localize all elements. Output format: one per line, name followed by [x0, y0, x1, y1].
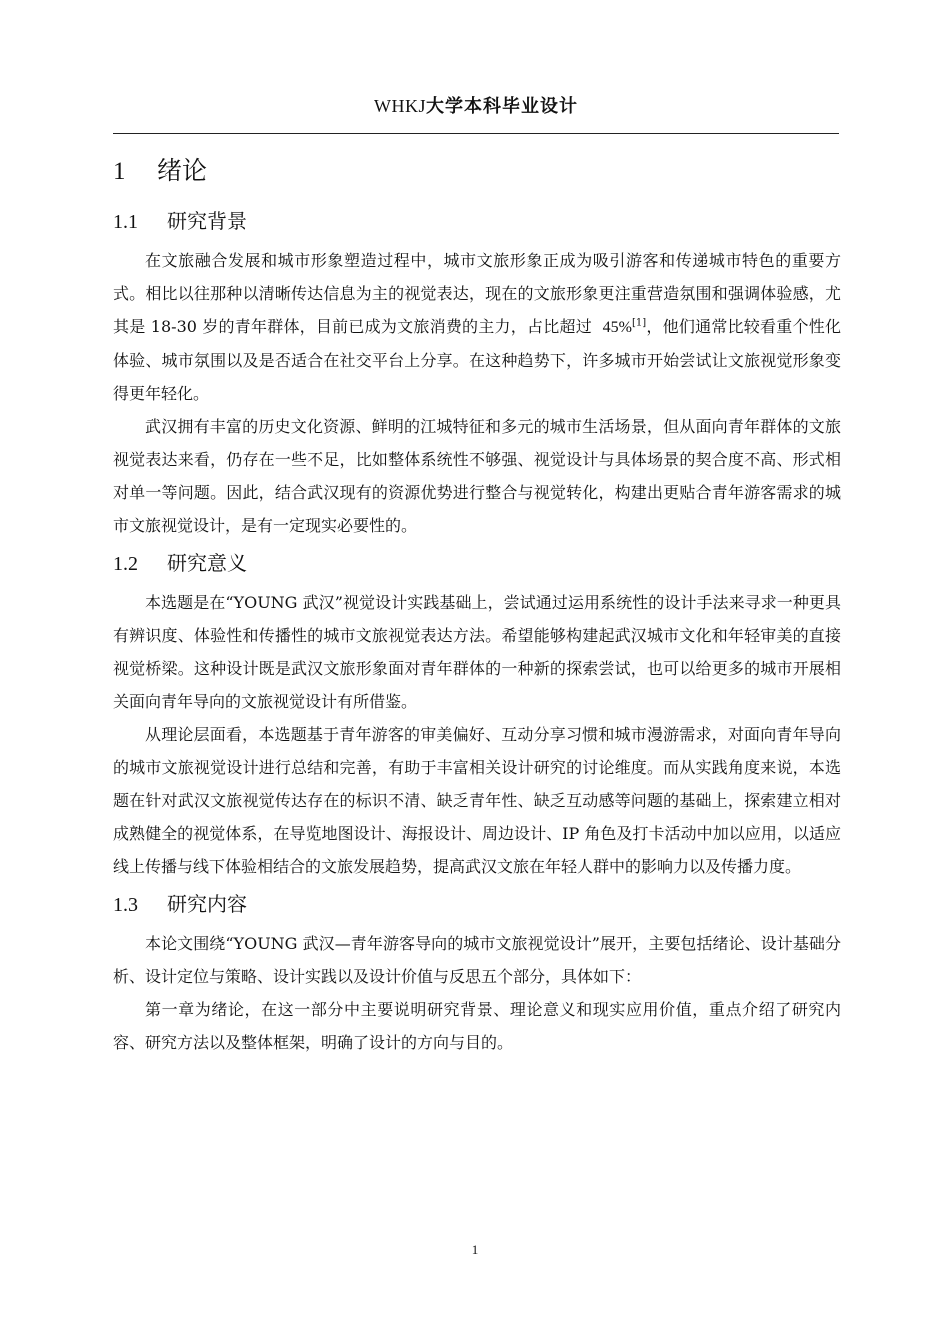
chapter-number: 1 — [113, 158, 126, 185]
paragraph — [113, 244, 841, 410]
section-number: 1.2 — [113, 553, 138, 575]
section-heading — [113, 203, 841, 240]
chapter-title: 绪论 — [157, 156, 208, 185]
statistic-value: 45% — [602, 319, 632, 336]
section-title: 研究内容 — [167, 892, 247, 916]
paragraph: 武汉拥有丰富的历史文化资源、鲜明的江城特征和多元的城市生活场景，但从面向青年群体的文旅视觉表达来看，仍存在一些不足，比如整体系统性不够强、视觉设计与具体场景的契合度不高、形式相对单一等问题。因此，结合武汉现有的资源优势进行整合与视觉转化，构建出更贴合青年游客需求的城市文旅视觉设计，是有一定现实必要性的。 — [113, 417, 841, 535]
section-heading — [113, 545, 841, 582]
chapter-heading — [113, 148, 841, 195]
header-title: 大学本科毕业设计 — [426, 96, 578, 117]
header-institution-code: WHKJ — [374, 96, 426, 116]
section-number: 1.1 — [113, 211, 138, 233]
citation-marker: [1] — [631, 317, 647, 329]
paragraph: 本选题是在“YOUNG 武汉”视觉设计实践基础上，尝试通过运用系统性的设计手法来寻求一种更具有辨识度、体验性和传播性的城市文旅视觉表达方法。希望能够构建起武汉城市文化和年轻审美的直接视觉桥梁。这种设计既是武汉文旅形象面对青年群体的一种新的探索尝试，也可以给更多的城市开展相关面向青年导向的文旅视觉设计有所借鉴。 — [113, 593, 841, 711]
page-number: 1 — [471, 1242, 479, 1257]
document-body — [113, 148, 841, 1059]
paragraph-text: ，他们通常比较看重个性化体验、城市氛围以及是否适合在社交平台上分享。在这种趋势下，许多城市开始尝试让文旅视觉形象变得更年轻化。 — [113, 317, 841, 403]
header-divider — [113, 133, 839, 134]
section-title: 研究意义 — [167, 551, 247, 575]
page-header — [113, 92, 839, 120]
paragraph-text: 在文旅融合发展和城市形象塑造过程中，城市文旅形象正成为吸引游客和传递城市特色的重要方式。相比以往那种以清晰传达信息为主的视觉表达，现在的文旅形象更注重营造氛围和强调体验感，尤其是 18-30 岁的青年群体，目前已成为文旅消费的主力，占比超过 — [113, 251, 841, 336]
section-title: 研究背景 — [167, 209, 247, 233]
paragraph: 从理论层面看，本选题基于青年游客的审美偏好、互动分享习惯和城市漫游需求，对面向青年导向的城市文旅视觉设计进行总结和完善，有助于丰富相关设计研究的讨论维度。而从实践角度来说，本选题在针对武汉文旅视觉传达存在的标识不清、缺乏青年性、缺乏互动感等问题的基础上，探索建立相对成熟健全的视觉体系，在导览地图设计、海报设计、周边设计、IP 角色及打卡活动中加以应用，以适应线上传播与线下体验相结合的文旅发展趋势，提高武汉文旅在年轻人群中的影响力以及传播力度。 — [113, 725, 841, 876]
section-number: 1.3 — [113, 894, 138, 916]
paragraph: 第一章为绪论，在这一部分中主要说明研究背景、理论意义和现实应用价值，重点介绍了研究内容、研究方法以及整体框架，明确了设计的方向与目的。 — [113, 1000, 841, 1052]
section-heading — [113, 886, 841, 923]
paragraph: 本论文围绕“YOUNG 武汉—青年游客导向的城市文旅视觉设计”展开，主要包括绪论、设计基础分析、设计定位与策略、设计实践以及设计价值与反思五个部分，具体如下： — [113, 934, 841, 986]
